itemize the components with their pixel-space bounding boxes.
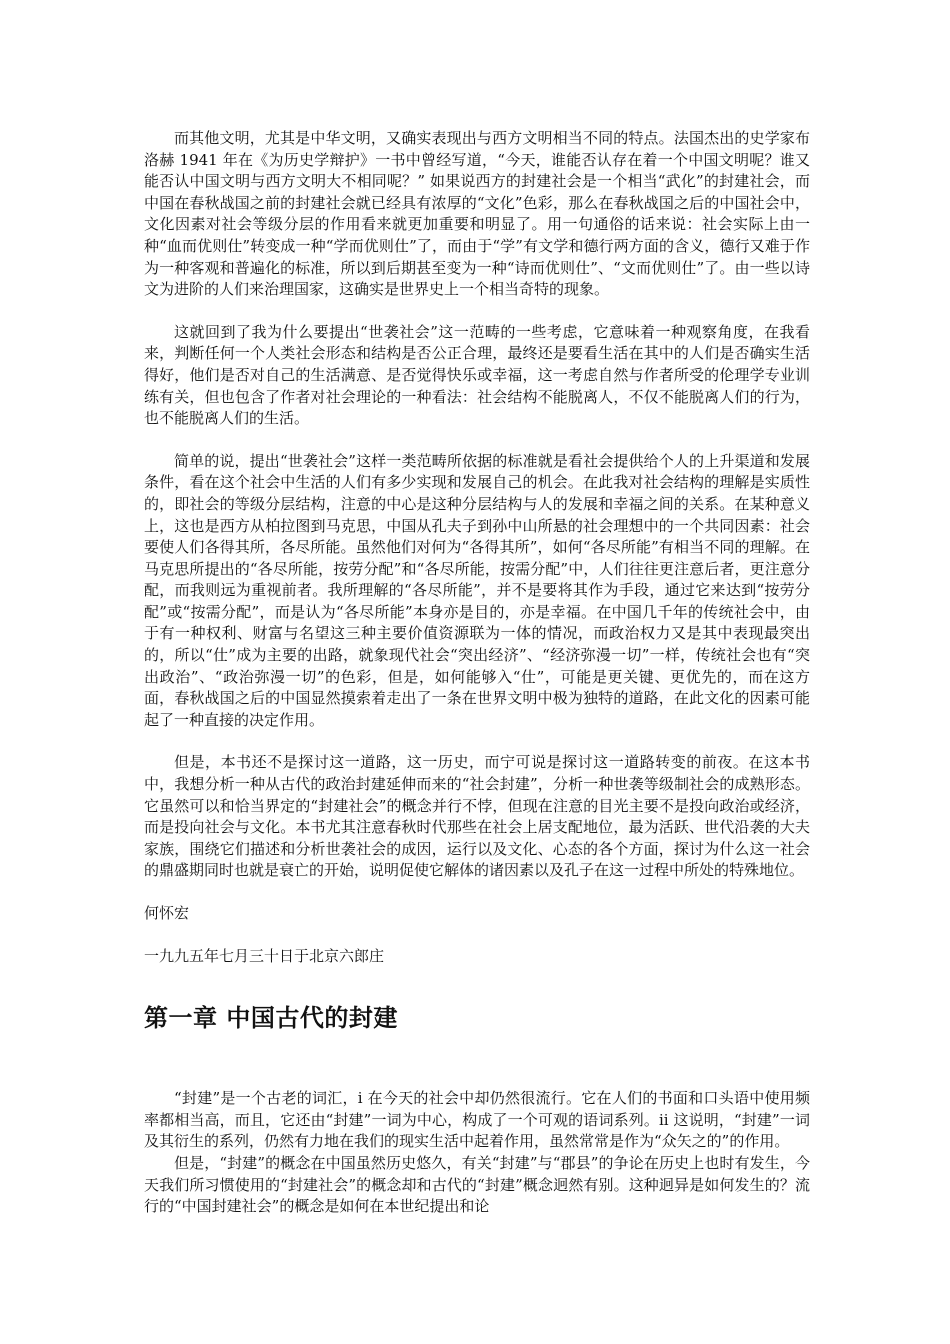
preface-paragraph-4: 但是，本书还不是探讨这一道路，这一历史，而宁可说是探讨这一道路转变的前夜。在这本书中，我想分析一种从古代的政治封建延伸而来的“社会封建”，分析一种世袭等级制社会的成熟形态。它虽然可以和恰当界定的“封建社会”的概念并行不悖，但现在注意的目光主要不是投向政治或经济，而是投向社会与文化。本书尤其注意春秋时代那些在社会上居支配地位，最为活跃、世代沿袭的大夫家族，围绕它们描述和分析世袭社会的成因，运行以及文化、心态的各个方面，探讨为什么这一社会的鼎盛期同时也就是衰亡的开始，说明促使它解体的诸因素以及孔子在这一过程中所处的特殊地位。 [144,753,810,880]
chapter-paragraph-1: “封建”是一个古老的词汇，i 在今天的社会中却仍然很流行。它在人们的书面和口头语中使用频率都相当高，而且，它还由“封建”一词为中心，构成了一个可观的语词系列。ii 这说明，“封建”一词及其衍生的系列，仍然有力地在我们的现实生活中起着作用，虽然常常是作为“众矢之的”的作用。 [144,1089,810,1151]
chapter-paragraph-2: 但是，“封建”的概念在中国虽然历史悠久，有关“封建”与“郡县”的争论在历史上也时有发生，今天我们所习惯使用的“封建社会”的概念却和古代的“封建”概念迥然有别。这种迥异是如何发生的？流行的“中国封建社会”的概念是如何在本世纪提出和论 [144,1153,810,1216]
chapter-title: 第一章 中国古代的封建 [144,1004,398,1033]
preface-paragraph-3: 简单的说，提出“世袭社会”这样一类范畴所依据的标准就是看社会提供给个人的上升渠道和发展条件，看在这个社会中生活的人们有多少实现和发展自己的机会。在此我对社会结构的理解是实质性的，即社会的等级分层结构，注意的中心是这种分层结构与人的发展和幸福之间的关系。在某种意义上，这也是西方从柏拉图到马克思，中国从孔夫子到孙中山所悬的社会理想中的一个共同因素：社会要使人们各得其所，各尽所能。虽然他们对何为“各得其所”，如何“各尽所能”有相当不同的理解。在马克思所提出的“各尽所能，按劳分配”和“各尽所能，按需分配”中，人们往往更注意后者，更注意分配，而我则远为重视前者。我所理解的“各尽所能”，并不是要将其作为手段，通过它来达到“按劳分配”或“按需分配”，而是认为“各尽所能”本身亦是目的，亦是幸福。在中国几千年的传统社会中，由于有一种权利、财富与名望这三种主要价值资源联为一体的情况，而政治权力又是其中表现最突出的，所以“仕”成为主要的出路，就象现代社会“突出经济”、“经济弥漫一切”一样，传统社会也有“突出政治”、“政治弥漫一切”的色彩，但是，如何能够入“仕”，可能是更关键、更优先的，而在这方面，春秋战国之后的中国显然摸索着走出了一条在世界文明中极为独特的道路，在此文化的因素可能起了一种直接的决定作用。 [144,451,810,729]
preface-paragraph-2: 这就回到了我为什么要提出“世袭社会”这一范畴的一些考虑，它意味着一种观察角度，在我看来，判断任何一个人类社会形态和结构是否公正合理，最终还是要看生活在其中的人们是否确实生活得好，他们是否对自己的生活满意、是否觉得快乐或幸福，这一考虑自然与作者所受的伦理学专业训练有关，但也包含了作者对社会理论的一种看法：社会结构不能脱离人，不仅不能脱离人们的行为，也不能脱离人们的生活。 [144,322,810,428]
preface-paragraph-1: 而其他文明，尤其是中华文明，又确实表现出与西方文明相当不同的特点。法国杰出的史学家布洛赫 1941 年在《为历史学辩护》一书中曾经写道，“今天，谁能否认存在着一个中国文明呢？谁又能否认中国文明与西方文明大不相同呢？” 如果说西方的封建社会是一个相当“武化”的封建社会，而中国在春秋战国之前的封建社会就已经具有浓厚的“文化”色彩，那么在春秋战国之后的中国社会中，文化因素对社会等级分层的作用看来就更加重要和明显了。用一句通俗的话来说：社会实际上由一种“血而优则仕”转变成一种“学而优则仕”了，而由于“学”有文学和德行两方面的含义，德行又难于作为一种客观和普遍化的标准，所以到后期甚至变为一种“诗而优则仕”、“文而优则仕”了。由一些以诗文为进阶的人们来治理国家，这确实是世界史上一个相当奇特的现象。 [144,129,810,299]
document-page [144,128,810,1218]
preface-date-place: 一九九五年七月三十日于北京六郎庄 [144,946,385,965]
preface-author: 何怀宏 [144,904,190,922]
